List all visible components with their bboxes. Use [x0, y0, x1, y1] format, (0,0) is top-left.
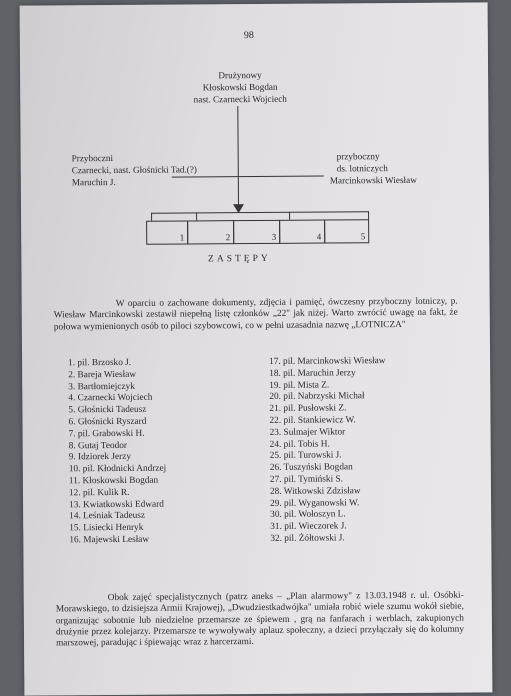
patrol-box-3: 3 [233, 220, 280, 244]
list-item: 1. pil. Brzosko J. [68, 357, 132, 369]
patrol-box-1: 1 [146, 220, 188, 244]
vertical-connector [237, 106, 239, 208]
patrols-label: ZASTĘPY [207, 253, 271, 265]
leader-successor: nast. Czarnecki Wojciech [193, 93, 287, 105]
list-item: 31. pil. Wieczorek J. [270, 521, 347, 533]
list-item: 21. pil. Pusłowski Z. [269, 403, 347, 415]
list-item: 5. Głośnicki Tadeusz [68, 404, 147, 416]
aviation-assistant-title: przyboczny [336, 151, 380, 162]
list-item: 14. Leśniak Tadeusz [69, 511, 146, 522]
list-item: 11. Kłoskowski Bogdan [68, 475, 159, 487]
list-item: 10. pil. Kłodnicki Andrzej [68, 463, 167, 475]
list-item: 25. pil. Turowski J. [269, 450, 342, 462]
list-item: 32. pil. Żółtowski J. [270, 533, 345, 544]
list-item: 13. Kwiatkowski Edward [69, 499, 164, 510]
list-item: 16. Majewski Lesław [69, 534, 150, 546]
list-item: 8. Gutaj Teodor [68, 440, 128, 451]
list-item: 12. pil. Kulik R. [68, 487, 130, 499]
aviation-assistant-line1: ds. lotniczych [336, 163, 388, 174]
members-list-right [269, 356, 387, 546]
assistants-line1: Czarnecki, nast. Głośnicki Tad.(?) [71, 164, 198, 176]
list-item: 3. Bartłomiejczyk [68, 381, 135, 392]
list-item: 6. Głośnicki Ryszard [68, 416, 147, 428]
aviation-assistant-line2: Marcinkowski Wiesław [329, 174, 417, 186]
patrol-box-2: 2 [187, 220, 234, 244]
list-item: 22. pil. Stankiewicz W. [269, 415, 356, 426]
patrol-box-5: 5 [324, 219, 369, 243]
list-item: 19. pil. Mista Z. [269, 380, 330, 391]
list-item: 2. Bareja Wiesław [68, 369, 137, 381]
leader-name: Kłoskowski Bogdan [202, 81, 278, 93]
right-connector [238, 176, 324, 178]
document-page [20, 2, 493, 695]
list-item: 17. pil. Marcinkowski Wiesław [269, 356, 386, 367]
left-connector [172, 176, 238, 177]
list-item: 20. pil. Nabrzyski Michał [269, 391, 365, 403]
list-item: 18. pil. Maruchin Jerzy [269, 368, 356, 379]
list-item: 4. Czarnecki Wojciech [68, 393, 153, 404]
closing-paragraph: Obok zajęć specjalistycznych (patrz aneks – „Plan alarmowy" z 13.03.1948 r. ul. Osóbki-Morawskiego, to dzisiejsza Armii Krajowej), „Dwudziestkadwójka" umiała robić wiele szumu wokół siebie, organizując sobotnie lub niedzielne przemarsze ze śpiewem , grą na fanfarach i werblach, zakupionych drużynie przez kolejarzy. Przemarsze te wywoływały aplauz społeczny, a dzieci przyłączały się do kolumny marszowej, paradując i śpiewając wraz z harcerzami. [55, 590, 464, 649]
list-item: 30. pil. Wołoszyn L. [270, 509, 346, 521]
list-item: 28. Witkowski Zdzisław [269, 486, 361, 497]
assistants-line2: Maruchin J. [71, 176, 116, 188]
intro-paragraph: W oparciu o zachowane dokumenty, zdjęcia i pamięć, ówczesny przyboczny lotniczy, p. Wiesław Marcinkowski zestawił niepełną listę członków „22" jak niżej. Warto zwrócić uwagę na fakt, że połowa wymienionych osób to piloci szybowcowi, co w pełni uzasadnia nazwę „LOTNICZA" [53, 296, 458, 333]
members-list-left [68, 358, 167, 547]
list-item: 23. Sulmajer Wiktor [269, 427, 346, 438]
list-item: 15. Lisiecki Henryk [69, 522, 144, 534]
leader-title: Drużynowy [218, 69, 262, 81]
list-item: 29. pil. Wyganowski W. [270, 497, 360, 509]
list-item: 24. pil. Tobis H. [269, 439, 330, 450]
patrol-bracket [151, 211, 369, 214]
assistants-title: Przyboczni [71, 152, 114, 164]
list-item: 26. Tuszyński Bogdan [269, 462, 353, 474]
page-number: 98 [243, 30, 254, 42]
patrol-box-4: 4 [279, 220, 325, 244]
list-item: 27. pil. Tymiński S. [269, 474, 344, 485]
list-item: 7. pil. Grabowski H. [68, 428, 145, 440]
list-item: 9. Idziorek Jerzy [68, 452, 132, 463]
